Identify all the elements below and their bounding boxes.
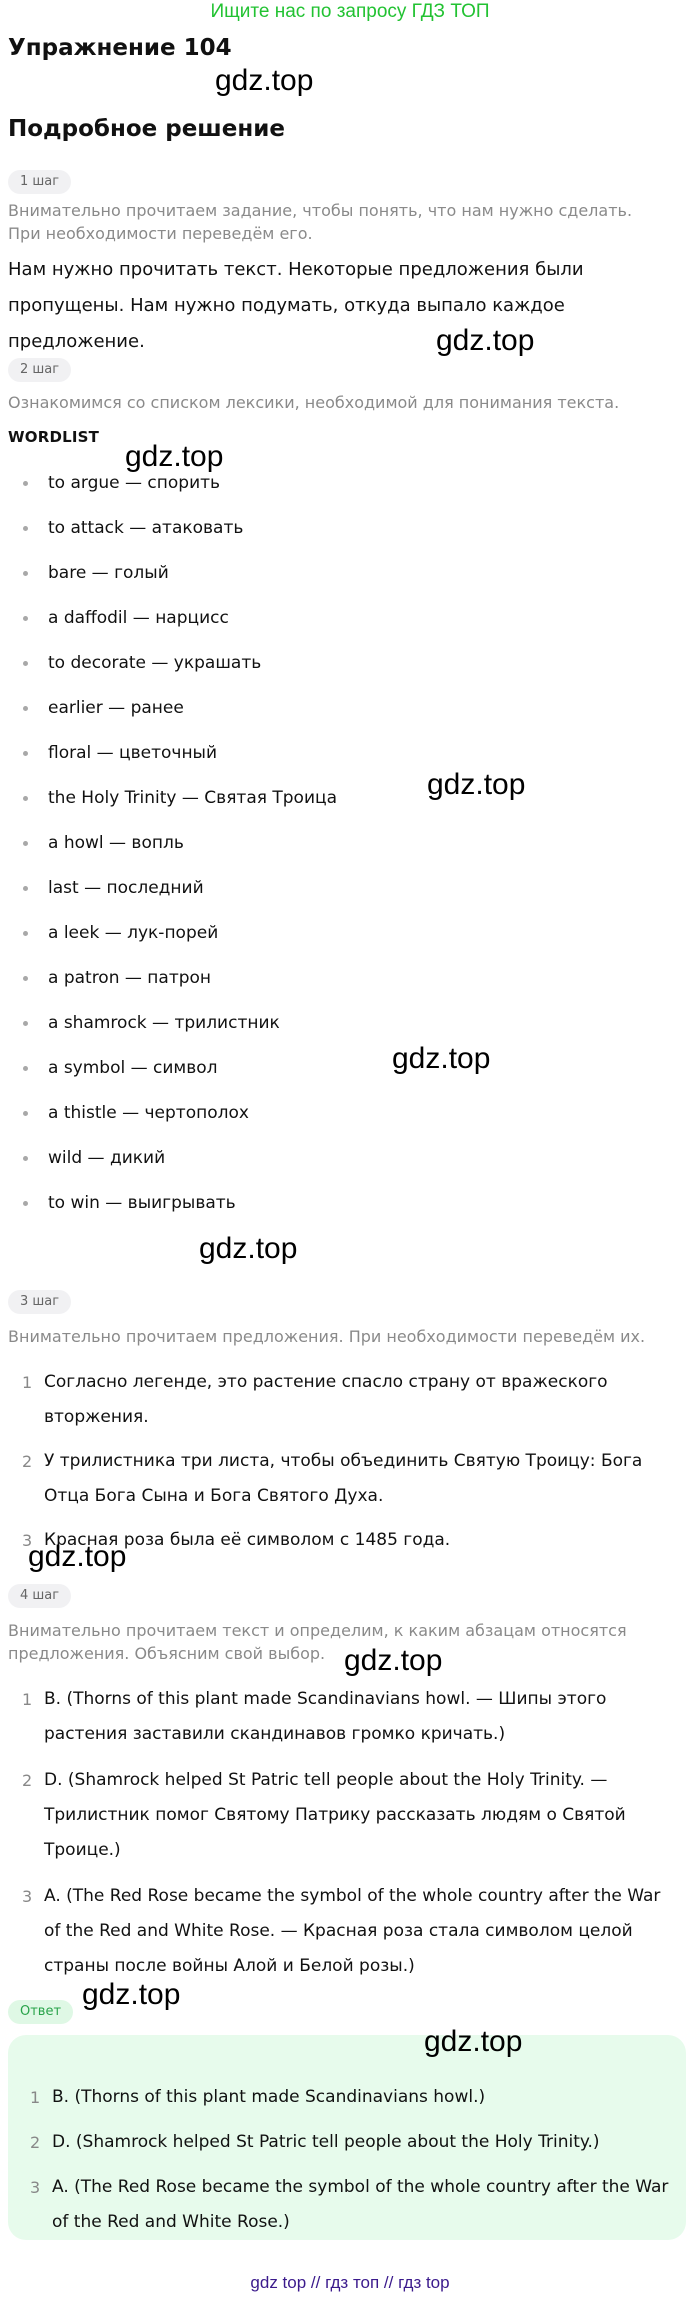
- step-badge-4: 4 шаг: [8, 1584, 71, 1608]
- list-item: to attack — атаковать: [0, 516, 680, 561]
- list-item: to argue — спорить: [0, 471, 680, 516]
- bullet-icon: [23, 1111, 28, 1116]
- bullet-icon: [23, 571, 28, 576]
- list-item: a leek — лук-порей: [0, 921, 680, 966]
- bullet-icon: [23, 1201, 28, 1206]
- step-1-text: Нам нужно прочитать текст. Некоторые предложения были пропущены. Нам нужно подумать, откуда выпало каждое предложение.: [8, 259, 584, 352]
- list-item: 3 A. (The Red Rose became the symbol of the whole country after the War of the Red and White Rose. — Красная роза стала символом целой страны после войны Алой и Белой розы.): [22, 1886, 661, 1976]
- list-item: a patron — патрон: [0, 966, 680, 1011]
- list-item: 1 B. (Thorns of this plant made Scandinavians howl. — Шипы этого растения заставили скандинавов громко кричать.): [22, 1689, 607, 1744]
- wordlist: [0, 471, 680, 1236]
- bullet-icon: [23, 481, 28, 486]
- list-item: 2 D. (Shamrock helped St Patric tell people about the Holy Trinity. — Трилистник помог Святому Патрику рассказать людям о Святой Троице.): [22, 1770, 626, 1860]
- bullet-icon: [23, 886, 28, 891]
- list-item: 3 Красная роза была её символом с 1485 года.: [22, 1530, 451, 1550]
- watermark: gdz.top: [215, 64, 314, 97]
- watermark: gdz.top: [82, 1978, 181, 2011]
- watermark: gdz.top: [344, 1644, 443, 1677]
- bullet-icon: [23, 706, 28, 711]
- step-badge-1: 1 шаг: [8, 170, 71, 194]
- list-item: a thistle — чертополох: [0, 1101, 680, 1146]
- list-item: a daffodil — нарцисс: [0, 606, 680, 651]
- bullet-icon: [23, 841, 28, 846]
- answer-badge: Ответ: [8, 2000, 73, 2024]
- list-item: bare — голый: [0, 561, 680, 606]
- watermark: gdz.top: [424, 2025, 523, 2058]
- watermark: gdz.top: [125, 440, 224, 473]
- sentence-list: [0, 1365, 680, 1558]
- list-item: last — последний: [0, 876, 680, 921]
- list-item: to win — выигрывать: [0, 1191, 680, 1236]
- footer-links[interactable]: gdz top // гдз топ // гдз top: [250, 2273, 450, 2292]
- explanation-list: [0, 1682, 680, 1984]
- list-item: 1 B. (Thorns of this plant made Scandinavians howl.): [30, 2087, 486, 2107]
- step-1-note: Внимательно прочитаем задание, чтобы понять, что нам нужно сделать. При необходимости переведём его.: [8, 201, 633, 243]
- bullet-icon: [23, 526, 28, 531]
- step-badge-3: 3 шаг: [8, 1290, 71, 1314]
- watermark: gdz.top: [392, 1042, 491, 1075]
- page-title: Упражнение 104: [8, 35, 232, 61]
- watermark: gdz.top: [28, 1540, 127, 1573]
- bullet-icon: [23, 751, 28, 756]
- solution-heading: Подробное решение: [8, 116, 285, 142]
- list-item: 2 У трилистника три листа, чтобы объединить Святую Троицу: Бога Отца Бога Сына и Бога Святого Духа.: [22, 1451, 643, 1506]
- watermark: gdz.top: [199, 1232, 298, 1265]
- step-3-note: Внимательно прочитаем предложения. При необходимости переведём их.: [8, 1327, 646, 1346]
- list-item: earlier — ранее: [0, 696, 680, 741]
- bullet-icon: [23, 976, 28, 981]
- list-item: the Holy Trinity — Святая Троица: [0, 786, 680, 831]
- bullet-icon: [23, 616, 28, 621]
- watermark: gdz.top: [427, 768, 526, 801]
- wordlist-title: WORDLIST: [8, 428, 100, 446]
- bullet-icon: [23, 1021, 28, 1026]
- list-item: a shamrock — трилистник: [0, 1011, 680, 1056]
- list-item: a symbol — символ: [0, 1056, 680, 1101]
- list-item: 2 D. (Shamrock helped St Patric tell people about the Holy Trinity.): [30, 2132, 600, 2152]
- watermark: gdz.top: [436, 324, 535, 357]
- list-item: a howl — вопль: [0, 831, 680, 876]
- list-item: to decorate — украшать: [0, 651, 680, 696]
- list-item: 1 Согласно легенде, это растение спасло страну от вражеского вторжения.: [22, 1372, 608, 1427]
- step-badge-2: 2 шаг: [8, 358, 71, 382]
- list-item: floral — цветочный: [0, 741, 680, 786]
- list-item: 3 A. (The Red Rose became the symbol of the whole country after the War of the Red and White Rose.): [30, 2177, 669, 2232]
- bullet-icon: [23, 661, 28, 666]
- bullet-icon: [23, 1156, 28, 1161]
- bullet-icon: [23, 1066, 28, 1071]
- bullet-icon: [23, 796, 28, 801]
- step-4-note: Внимательно прочитаем текст и определим, к каким абзацам относятся предложения. Объясним свой выбор.: [8, 1621, 627, 1663]
- bullet-icon: [23, 931, 28, 936]
- search-banner: Ищите нас по запросу ГДЗ ТОП: [210, 1, 490, 22]
- step-2-note: Ознакомимся со списком лексики, необходимой для понимания текста.: [8, 393, 620, 412]
- list-item: wild — дикий: [0, 1146, 680, 1191]
- answer-list: [8, 2080, 678, 2240]
